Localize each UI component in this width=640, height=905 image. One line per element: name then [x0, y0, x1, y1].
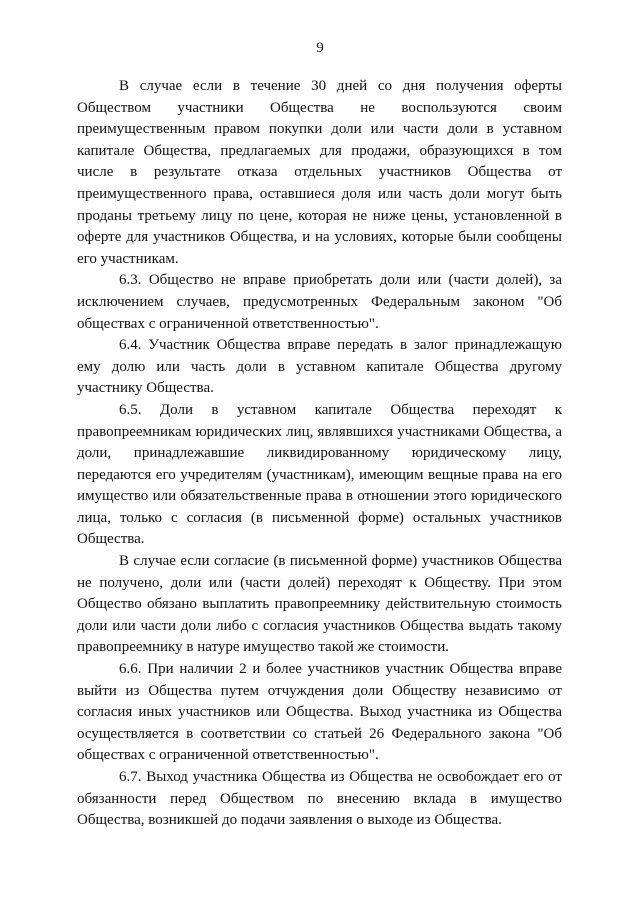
- paragraph-6-5: 6.5. Доли в уставном капитале Общества переходят к правопреемникам юридических лиц, являвшихся участниками Общества, а доли, принадлежавшие ликвидированному юридическому лицу, передаются его учредителям (участникам), имеющим вещные права на его имущество или обязательственные права в отношении этого юридического лица, только с согласия (в письменной форме) остальных участников Общества.: [77, 401, 562, 548]
- paragraph-6-4: 6.4. Участник Общества вправе передать в залог принадлежащую ему долю или часть доли в уставном капитале Общества другому участнику Общества.: [77, 337, 562, 397]
- paragraph-6-6: 6.6. При наличии 2 и более участников участник Общества вправе выйти из Общества путем отчуждения доли Обществу независимо от согласия иных участников или Общества. Выход участника из Общества осуществляется в соответствии со статьей 26 Федерального закона "Об обществах с ограниченной ответственностью".: [77, 661, 562, 764]
- page-number: 9: [316, 40, 324, 56]
- paragraph-offer-sale: В случае если в течение 30 дней со дня получения оферты Обществом участники Общества не воспользуются своим преимущественным правом покупки доли или части доли в уставном капитале Общества, предлагаемых для продажи, образующихся в том числе в результате отказа отдельных участников Общества от преимущественного права, оставшиеся доля или часть доли могут быть проданы третьему лицу по цене, которая не ниже цены, установленной в оферте для участников Общества, и на условиях, которые были сообщены его участникам.: [77, 78, 562, 267]
- paragraph-6-3: 6.3. Общество не вправе приобретать доли или (части долей), за исключением случаев, предусмотренных Федеральным законом "Об обществах с ограниченной ответственностью".: [77, 272, 562, 332]
- document-body: [77, 76, 562, 832]
- paragraph-consent-not-received: В случае если согласие (в письменной форме) участников Общества не получено, доли или (части долей) переходят к Обществу. При этом Общество обязано выплатить правопреемнику действительную стоимость доли или части доли либо с согласия участников Общества выдать такому правопреемнику в натуре имущество такой же стоимости.: [77, 553, 562, 656]
- paragraph-6-7: 6.7. Выход участника Общества из Общества не освобождает его от обязанности перед Обществом по внесению вклада в имущество Общества, возникшей до подачи заявления о выходе из Общества.: [77, 769, 562, 829]
